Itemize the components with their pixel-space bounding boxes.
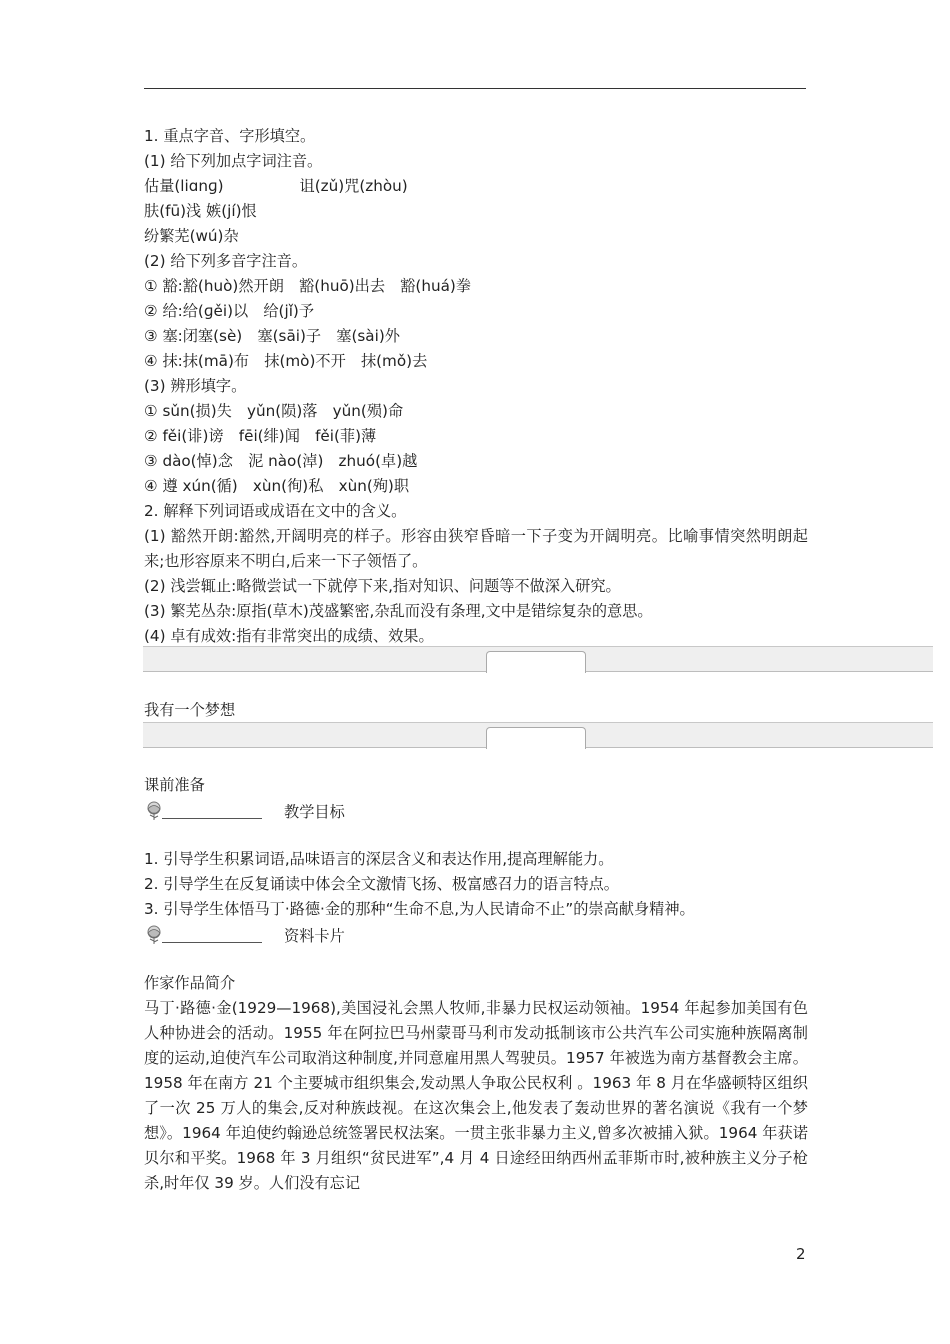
flower-bullet-icon xyxy=(144,924,164,946)
definition-item: (3) 繁芜丛杂:原指(草木)茂盛繁密,杂乱而没有条理,文中是错综复杂的意思。 xyxy=(144,602,653,620)
author-heading: 作家作品简介 xyxy=(144,974,236,992)
goals-label: 教学目标 xyxy=(284,803,345,821)
exercise-line: ③ 塞:闭塞(sè) 塞(sāi)子 塞(sài)外 xyxy=(144,327,400,345)
banner-tab xyxy=(486,727,586,749)
card-section-header xyxy=(144,924,444,950)
exercise-line: ④ 抹:抹(mā)布 抹(mò)不开 抹(mǒ)去 xyxy=(144,352,428,370)
section-underline xyxy=(162,818,262,819)
goal-item: 2. 引导学生在反复诵读中体会全文激情飞扬、极富感召力的语言特点。 xyxy=(144,875,619,893)
exercise-line: ① 豁:豁(huò)然开朗 豁(huō)出去 豁(huá)拳 xyxy=(144,277,472,295)
definition-item: (2) 浅尝辄止:略微尝试一下就停下来,指对知识、问题等不做深入研究。 xyxy=(144,577,621,595)
exercise-line: ② fěi(诽)谤 fēi(绯)闻 fěi(菲)薄 xyxy=(144,427,377,445)
card-label: 资料卡片 xyxy=(284,927,345,945)
exercise-line: ③ dào(悼)念 泥 nào(淖) zhuó(卓)越 xyxy=(144,452,418,470)
exercise-sub-1: (1) 给下列加点字词注音。 xyxy=(144,152,323,170)
exercise-line: ② 给:给(ɡěi)以 给(jǐ)予 xyxy=(144,302,315,320)
exercise-line: 估量(liɑnɡ) 诅(zǔ)咒(zhòu) xyxy=(144,177,408,195)
exercise-line: 纷繁芜(wú)杂 xyxy=(144,227,239,245)
flower-bullet-icon xyxy=(144,800,164,822)
definition-item: (1) 豁然开朗:豁然,开阔明亮的样子。形容由狭窄昏暗一下子变为开阔明亮。比喻事情突然明朗起来;也形容原来不明白,后来一下子领悟了。 xyxy=(144,527,808,570)
page-number: 2 xyxy=(796,1245,806,1263)
goals-section-header xyxy=(144,800,444,826)
exercise-sub-2: (2) 给下列多音字注音。 xyxy=(144,252,308,270)
definition-item: (4) 卓有成效:指有非常突出的成绩、效果。 xyxy=(144,627,434,645)
section-banner xyxy=(143,646,933,672)
section-underline xyxy=(162,942,262,943)
header-rule xyxy=(144,88,806,89)
exercise-sub-3: (3) 辨形填字。 xyxy=(144,377,247,395)
lesson-title: 我有一个梦想 xyxy=(144,701,236,719)
exercise-line: 肤(fū)浅 嫉(jí)恨 xyxy=(144,202,257,220)
prep-heading: 课前准备 xyxy=(144,776,205,794)
exercise-heading-2: 2. 解释下列词语或成语在文中的含义。 xyxy=(144,502,407,520)
goal-item: 1. 引导学生积累词语,品味语言的深层含义和表达作用,提高理解能力。 xyxy=(144,850,614,868)
exercise-line: ④ 遵 xún(循) xùn(徇)私 xùn(殉)职 xyxy=(144,477,410,495)
section-banner xyxy=(143,722,933,748)
goal-item: 3. 引导学生体悟马丁·路德·金的那种“生命不息,为人民请命不止”的崇高献身精神。 xyxy=(144,900,695,918)
exercise-heading-1: 1. 重点字音、字形填空。 xyxy=(144,127,316,145)
banner-tab xyxy=(486,651,586,673)
author-paragraph: 马丁·路德·金(1929—1968),美国浸礼会黑人牧师,非暴力民权运动领袖。1954 年起参加美国有色人种协进会的活动。1955 年在阿拉巴马州蒙哥马利市发动抵制该市公共汽车公司实施种族隔离制度的运动,迫使汽车公司取消这种制度,并同意雇用黑人驾驶员。1957 年被选为南方基督教会主席。1958 年在南方 21 个主要城市组织集会,发动黑人争取公民权利 。1963 年 8 月在华盛顿特区组织了一次 25 万人的集会,反对种族歧视。在这次集会上,他发表了轰动世界的著名演说《我有一个梦想》。1964 年迫使约翰逊总统签署民权法案。一贯主张非暴力主义,曾多次被捕入狱。1964 年获诺贝尔和平奖。1968 年 3 月组织“贫民进军”,4 月 4 日途经田纳西州孟菲斯市时,被种族主义分子枪杀,时年仅 39 岁。人们没有忘记 xyxy=(144,999,808,1192)
exercise-line: ① sǔn(损)失 yǔn(陨)落 yǔn(殒)命 xyxy=(144,402,404,420)
